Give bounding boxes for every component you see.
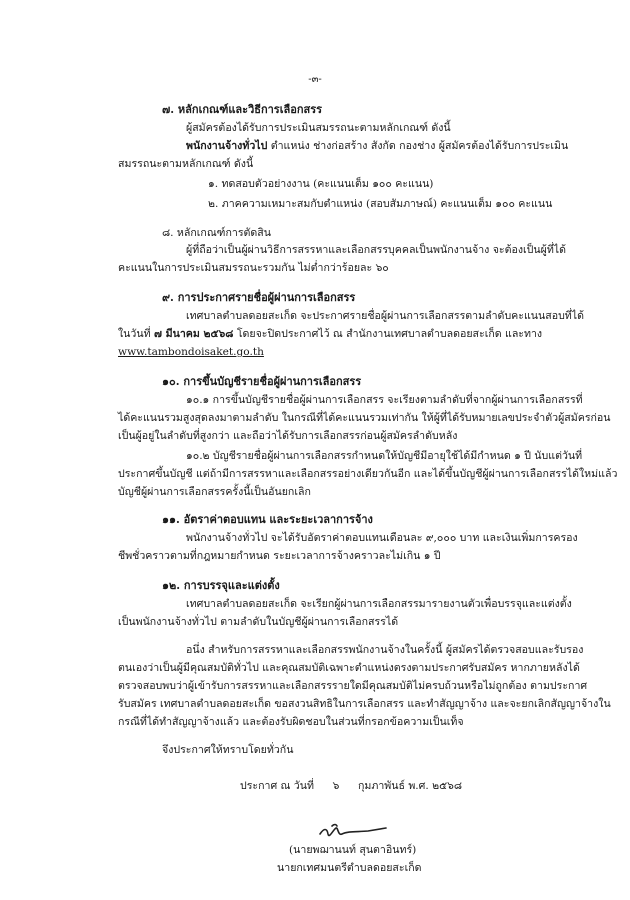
section-12-note-line-5: กรณีที่ได้ทำสัญญาจ้างแล้ว และต้องรับผิดชอบในส่วนที่กรอกข้อความเป็นเท็จ — [118, 716, 464, 728]
section-11-line-2: ชีพชั่วคราวตามที่กฎหมายกำหนด ระยะเวลาการจ้างคราวละไม่เกิน ๑ ปี — [118, 550, 441, 562]
section-10-heading: ๑๐. การขึ้นบัญชีรายชื่อผู้ผ่านการเลือกสรร — [162, 375, 362, 388]
closing-text: จึงประกาศให้ทราบโดยทั่วกัน — [162, 744, 294, 756]
website-link[interactable]: www.tambondoisaket.go.th — [118, 346, 264, 358]
announce-day: ๖ — [332, 780, 340, 792]
announcement-date: ๗ มีนาคม ๒๕๖๘ — [153, 328, 234, 340]
section-10-2-line-3: บัญชีผู้ผ่านการเลือกสรรครั้งนี้เป็นอันยกเลิก — [118, 486, 311, 498]
date-suffix: โดยจะปิดประกาศไว้ ณ สำนักงานเทศบาลตำบลดอยสะเก็ด และทาง — [233, 328, 543, 340]
signature-icon — [318, 820, 388, 842]
position-type: พนักงานจ้างทั่วไป — [186, 140, 268, 152]
section-7-position-line-2: สมรรถนะตามหลักเกณฑ์ ดังนี้ — [118, 158, 254, 170]
section-10-1-line-3: เป็นผู้อยู่ในลำดับที่สูงกว่า และถือว่าได้รับการเลือกสรรก่อนผู้สมัครลำดับหลัง — [118, 430, 458, 442]
section-7-item-2: ๒. ภาคความเหมาะสมกับตำแหน่ง (สอบสัมภาษณ์) คะแนนเต็ม ๑๐๐ คะแนน — [208, 198, 553, 210]
announce-label: ประกาศ ณ วันที่ — [240, 780, 314, 792]
section-10-1-line-1: ๑๐.๑ การขึ้นบัญชีรายชื่อผู้ผ่านการเลือกสรร จะเรียงตามลำดับที่จากผู้ผ่านการเลือกสรรที่ — [186, 394, 583, 406]
section-11-heading: ๑๑. อัตราค่าตอบแทน และระยะเวลาการจ้าง — [162, 513, 373, 526]
signer-title: นายกเทศมนตรีตำบลดอยสะเก็ด — [277, 862, 422, 874]
section-8-line-2: คะแนนในการประเมินสมรรถนะรวมกัน ไม่ต่ำกว่าร้อยละ ๖๐ — [118, 262, 389, 274]
announce-month-year: กุมภาพันธ์ พ.ศ. ๒๕๖๘ — [357, 780, 463, 792]
section-7-item-1: ๑. ทดสอบตัวอย่างงาน (คะแนนเต็ม ๑๐๐ คะแนน) — [208, 178, 434, 190]
section-10-2-line-1: ๑๐.๒ บัญชีรายชื่อผู้ผ่านการเลือกสรรกำหนดให้บัญชีมีอายุใช้ได้มีกำหนด ๑ ปี นับแต่วันที่ — [186, 450, 583, 462]
signer-name: (นายพฌานนท์ สุนตาอินทร์) — [289, 844, 417, 856]
section-9-heading: ๙. การประกาศรายชื่อผู้ผ่านการเลือกสรร — [162, 291, 356, 304]
section-8-line-1: ผู้ที่ถือว่าเป็นผู้ผ่านวิธีการสรรหาและเลือกสรรบุคคลเป็นพนักงานจ้าง จะต้องเป็นผู้ที่ได้ — [186, 244, 567, 256]
section-9-line-2 — [118, 327, 542, 341]
date-prefix: ในวันที่ — [118, 328, 154, 340]
section-12-line-1: เทศบาลตำบลดอยสะเก็ด จะเรียกผู้ผ่านการเลือกสรรมารายงานตัวเพื่อบรรจุและแต่งตั้ง — [186, 598, 572, 610]
section-10-2-line-2: ประกาศขึ้นบัญชี แต่ถ้ามีการสรรหาและเลือกสรรอย่างเดียวกันอีก และได้ขึ้นบัญชีผู้ผ่านการเลือกสรรได้ใหม่แล้ว — [118, 468, 618, 480]
section-11-line-1: พนักงานจ้างทั่วไป จะได้รับอัตราค่าตอบแทนเดือนละ ๙,๐๐๐ บาท และเงินเพิ่มการครอง — [186, 532, 578, 544]
section-8-heading: ๘. หลักเกณฑ์การตัดสิน — [162, 227, 271, 239]
page-number: -๓- — [308, 74, 322, 85]
section-7-position-line — [186, 139, 568, 153]
position-detail: ตำแหน่ง ช่างก่อสร้าง สังกัด กองช่าง ผู้สมัครต้องได้รับการประเมิน — [267, 140, 569, 152]
section-7-heading: ๗. หลักเกณฑ์และวิธีการเลือกสรร — [162, 103, 323, 116]
section-12-note-line-2: ตนเองว่าเป็นผู้มีคุณสมบัติทั่วไป และคุณสมบัติเฉพาะตำแหน่งตรงตามประกาศรับสมัคร หากภายหลังได้ — [118, 662, 580, 674]
section-7-intro: ผู้สมัครต้องได้รับการประเมินสมรรถนะตามหลักเกณฑ์ ดังนี้ — [186, 122, 451, 134]
section-12-note-line-4: รับสมัคร เทศบาลตำบลดอยสะเก็ด ขอสงวนสิทธิในการเลือกสรร และทำสัญญาจ้าง และจะยกเลิกสัญญาจ้างใน — [118, 698, 611, 710]
section-12-note-line-3: ตรวจสอบพบว่าผู้เข้ารับการสรรหาและเลือกสรรรายใดมีคุณสมบัติไม่ครบถ้วนหรือไม่ถูกต้อง ตามประกาศ — [118, 680, 588, 692]
section-10-1-line-2: ได้คะแนนรวมสูงสุดลงมาตามลำดับ ในกรณีที่ได้คะแนนรวมเท่ากัน ให้ผู้ที่ได้รับหมายเลขประจำตัวผู้สมัครก่อน — [118, 412, 611, 424]
section-9-line-1: เทศบาลตำบลดอยสะเก็ด จะประกาศรายชื่อผู้ผ่านการเลือกสรรตามลำดับคะแนนสอบที่ได้ — [186, 310, 584, 322]
section-12-line-2: เป็นพนักงานจ้างทั่วไป ตามลำดับในบัญชีผู้ผ่านการเลือกสรรได้ — [118, 616, 399, 628]
section-12-note-line-1: อนึ่ง สำหรับการสรรหาและเลือกสรรพนักงานจ้างในครั้งนี้ ผู้สมัครได้ตรวจสอบและรับรอง — [186, 644, 584, 656]
section-12-heading: ๑๒. การบรรจุและแต่งตั้ง — [162, 579, 280, 592]
announce-date-line — [240, 779, 462, 793]
